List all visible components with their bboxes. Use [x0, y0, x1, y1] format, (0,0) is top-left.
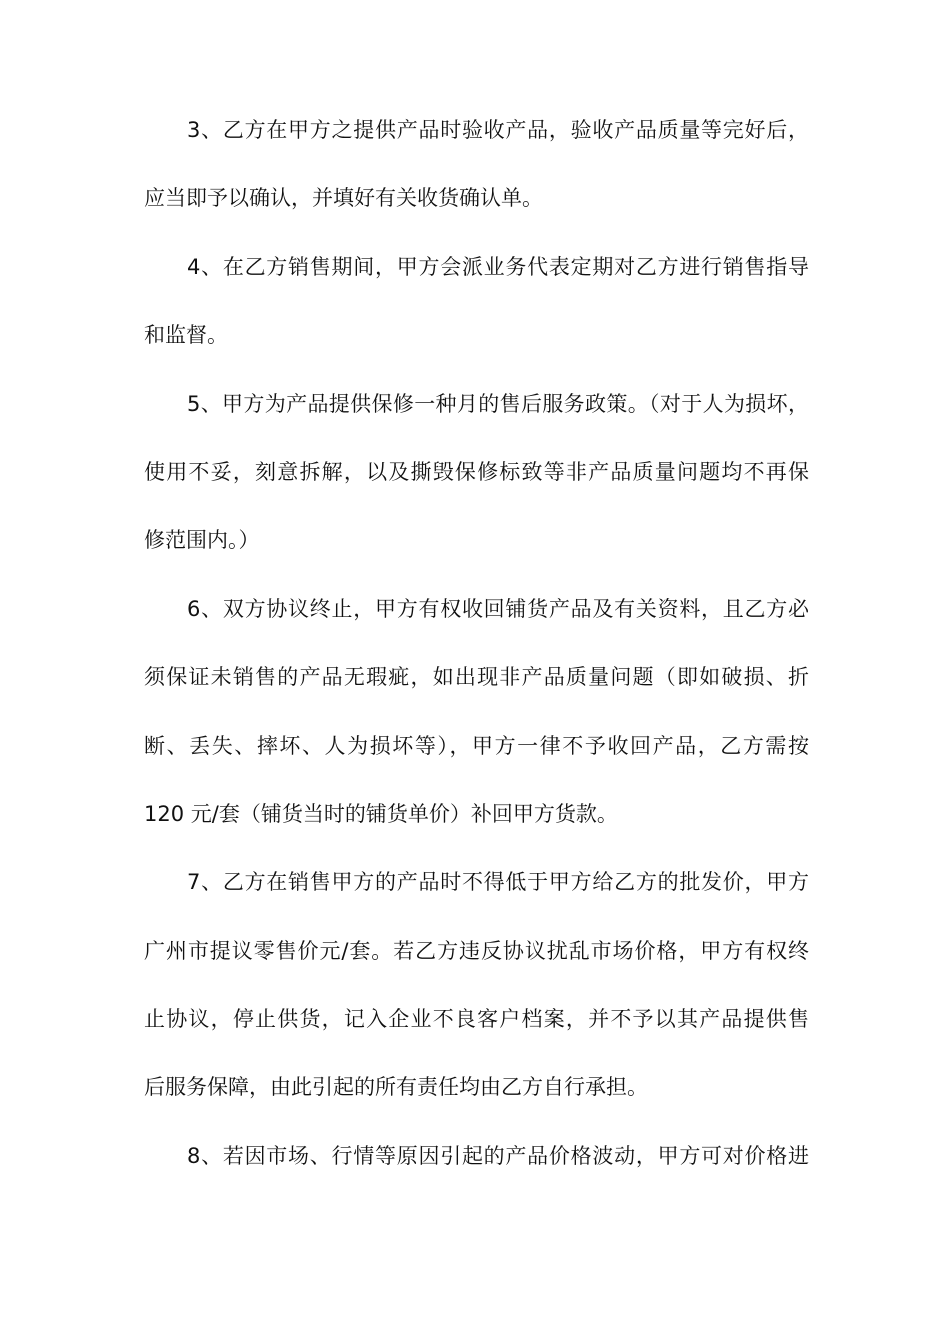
text-line: 7、乙方在销售甲方的产品时不得低于甲方给乙方的批发价，甲方	[187, 870, 809, 895]
paragraph-5	[144, 370, 809, 575]
paragraph-6	[144, 575, 809, 849]
paragraph-4	[144, 233, 809, 370]
text-line: 120 元/套（铺货当时的铺货单价）补回甲方货款。	[144, 801, 618, 826]
paragraph-8	[144, 1122, 809, 1190]
text-line: 须保证未销售的产品无瑕疵，如出现非产品质量问题（即如破损、折	[144, 665, 809, 690]
text-line: 3、乙方在甲方之提供产品时验收产品，验收产品质量等完好后，	[187, 118, 809, 142]
text-line: 使用不妥，刻意拆解，以及撕毁保修标致等非产品质量问题均不再保	[144, 459, 809, 484]
text-line: 止协议，停止供货，记入企业不良客户档案，并不予以其产品提供售	[144, 1007, 809, 1032]
text-line: 断、丢失、摔坏、人为损坏等），甲方一律不予收回产品，乙方需按	[144, 733, 809, 758]
document-body	[144, 96, 809, 1190]
text-line: 6、双方协议终止，甲方有权收回铺货产品及有关资料，且乙方必	[187, 596, 809, 621]
text-line: 和监督。	[144, 323, 228, 348]
text-line: 应当即予以确认，并填好有关收货确认单。	[144, 186, 543, 211]
text-line: 广州市提议零售价元/套。若乙方违反协议扰乱市场价格，甲方有权终	[144, 938, 809, 963]
text-line: 8、若因市场、行情等原因引起的产品价格波动，甲方可对价格进	[187, 1143, 809, 1168]
paragraph-3	[144, 96, 809, 233]
text-line: 修范围内。）	[144, 528, 260, 553]
text-line: 5、甲方为产品提供保修一种月的售后服务政策。（对于人为损坏，	[187, 391, 809, 416]
text-line: 4、在乙方销售期间，甲方会派业务代表定期对乙方进行销售指导	[187, 254, 809, 279]
paragraph-7	[144, 848, 809, 1122]
text-line: 后服务保障，由此引起的所有责任均由乙方自行承担。	[144, 1075, 648, 1100]
